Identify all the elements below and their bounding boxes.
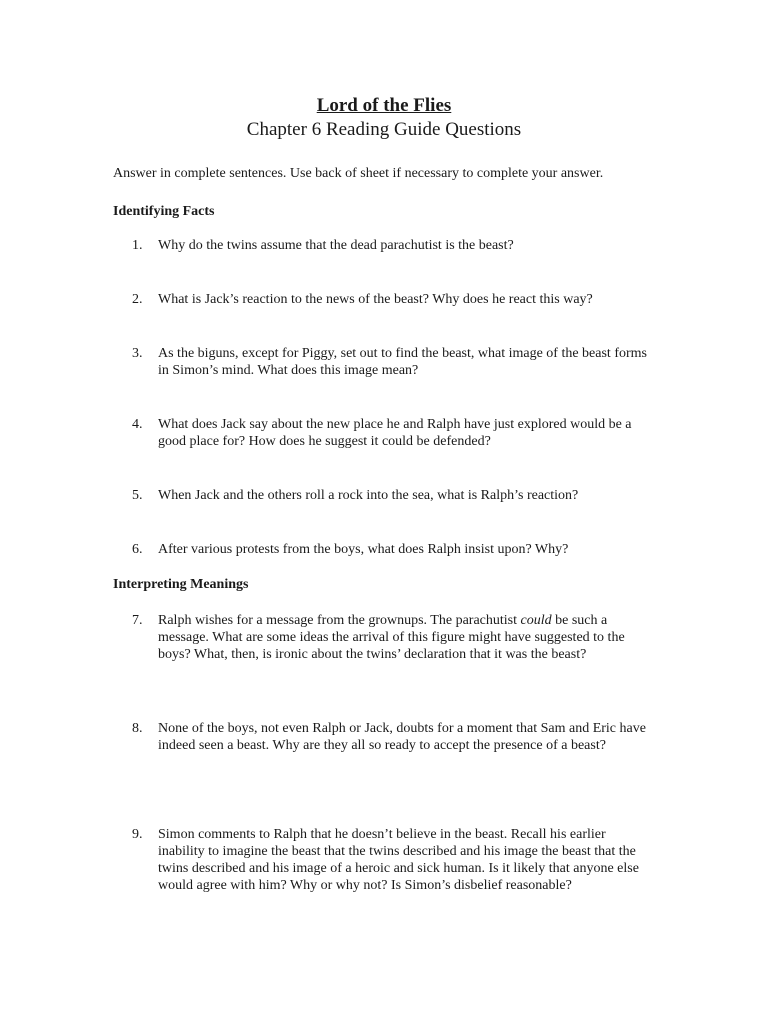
question-text: After various protests from the boys, what does Ralph insist upon? Why? (158, 542, 569, 557)
question-text-emphasis: could (520, 613, 552, 628)
question-number: 9. (132, 827, 143, 842)
question-8 (132, 720, 652, 754)
question-number: 8. (132, 721, 143, 736)
question-1 (132, 237, 652, 254)
question-text: None of the boys, not even Ralph or Jack, doubts for a moment that Sam and Eric have indeed seen a beast. Why are they all so ready to accept the presence of a beast? (158, 721, 646, 753)
question-number: 5. (132, 488, 143, 503)
section-heading-interpreting-meanings: Interpreting Meanings (113, 577, 249, 592)
instructions-text: Answer in complete sentences. Use back of sheet if necessary to complete your answer. (113, 166, 604, 181)
question-text-part: be such a message. What are some ideas the arrival of this figure might have suggested to the boys? What, then, is ironic about the twins’ declaration that it was the beast? (158, 613, 625, 662)
document-title: Lord of the Flies (316, 95, 452, 116)
question-text: When Jack and the others roll a rock into the sea, what is Ralph’s reaction? (158, 488, 579, 503)
section-heading-identifying-facts: Identifying Facts (113, 204, 215, 219)
question-number: 7. (132, 613, 143, 628)
question-text: What does Jack say about the new place he and Ralph have just explored would be a good place for? How does he suggest it could be defended? (158, 417, 632, 449)
question-number: 4. (132, 417, 143, 432)
question-number: 3. (132, 346, 143, 361)
question-7 (132, 612, 652, 663)
question-9 (132, 826, 652, 894)
question-2 (132, 291, 652, 308)
question-5 (132, 487, 652, 504)
question-3 (132, 345, 652, 379)
question-text: Why do the twins assume that the dead parachutist is the beast? (158, 238, 514, 253)
question-text-part: Ralph wishes for a message from the grownups. The parachutist (158, 613, 521, 628)
question-text: Simon comments to Ralph that he doesn’t believe in the beast. Recall his earlier inability to imagine the beast that the twins described and his image the beast that the twins described and his image of a heroic and sick human. Is it likely that anyone else would agree with him? Why or why not? Is Simon’s disbelief reasonable? (158, 827, 639, 893)
question-6 (132, 541, 652, 558)
question-text: What is Jack’s reaction to the news of the beast? Why does he react this way? (158, 292, 593, 307)
question-number: 1. (132, 238, 143, 253)
question-text: As the biguns, except for Piggy, set out to find the beast, what image of the beast forms in Simon’s mind. What does this image mean? (158, 346, 647, 378)
question-number: 2. (132, 292, 143, 307)
question-text (158, 612, 652, 663)
document-subtitle: Chapter 6 Reading Guide Questions (246, 119, 522, 140)
question-4 (132, 416, 652, 450)
question-number: 6. (132, 542, 143, 557)
